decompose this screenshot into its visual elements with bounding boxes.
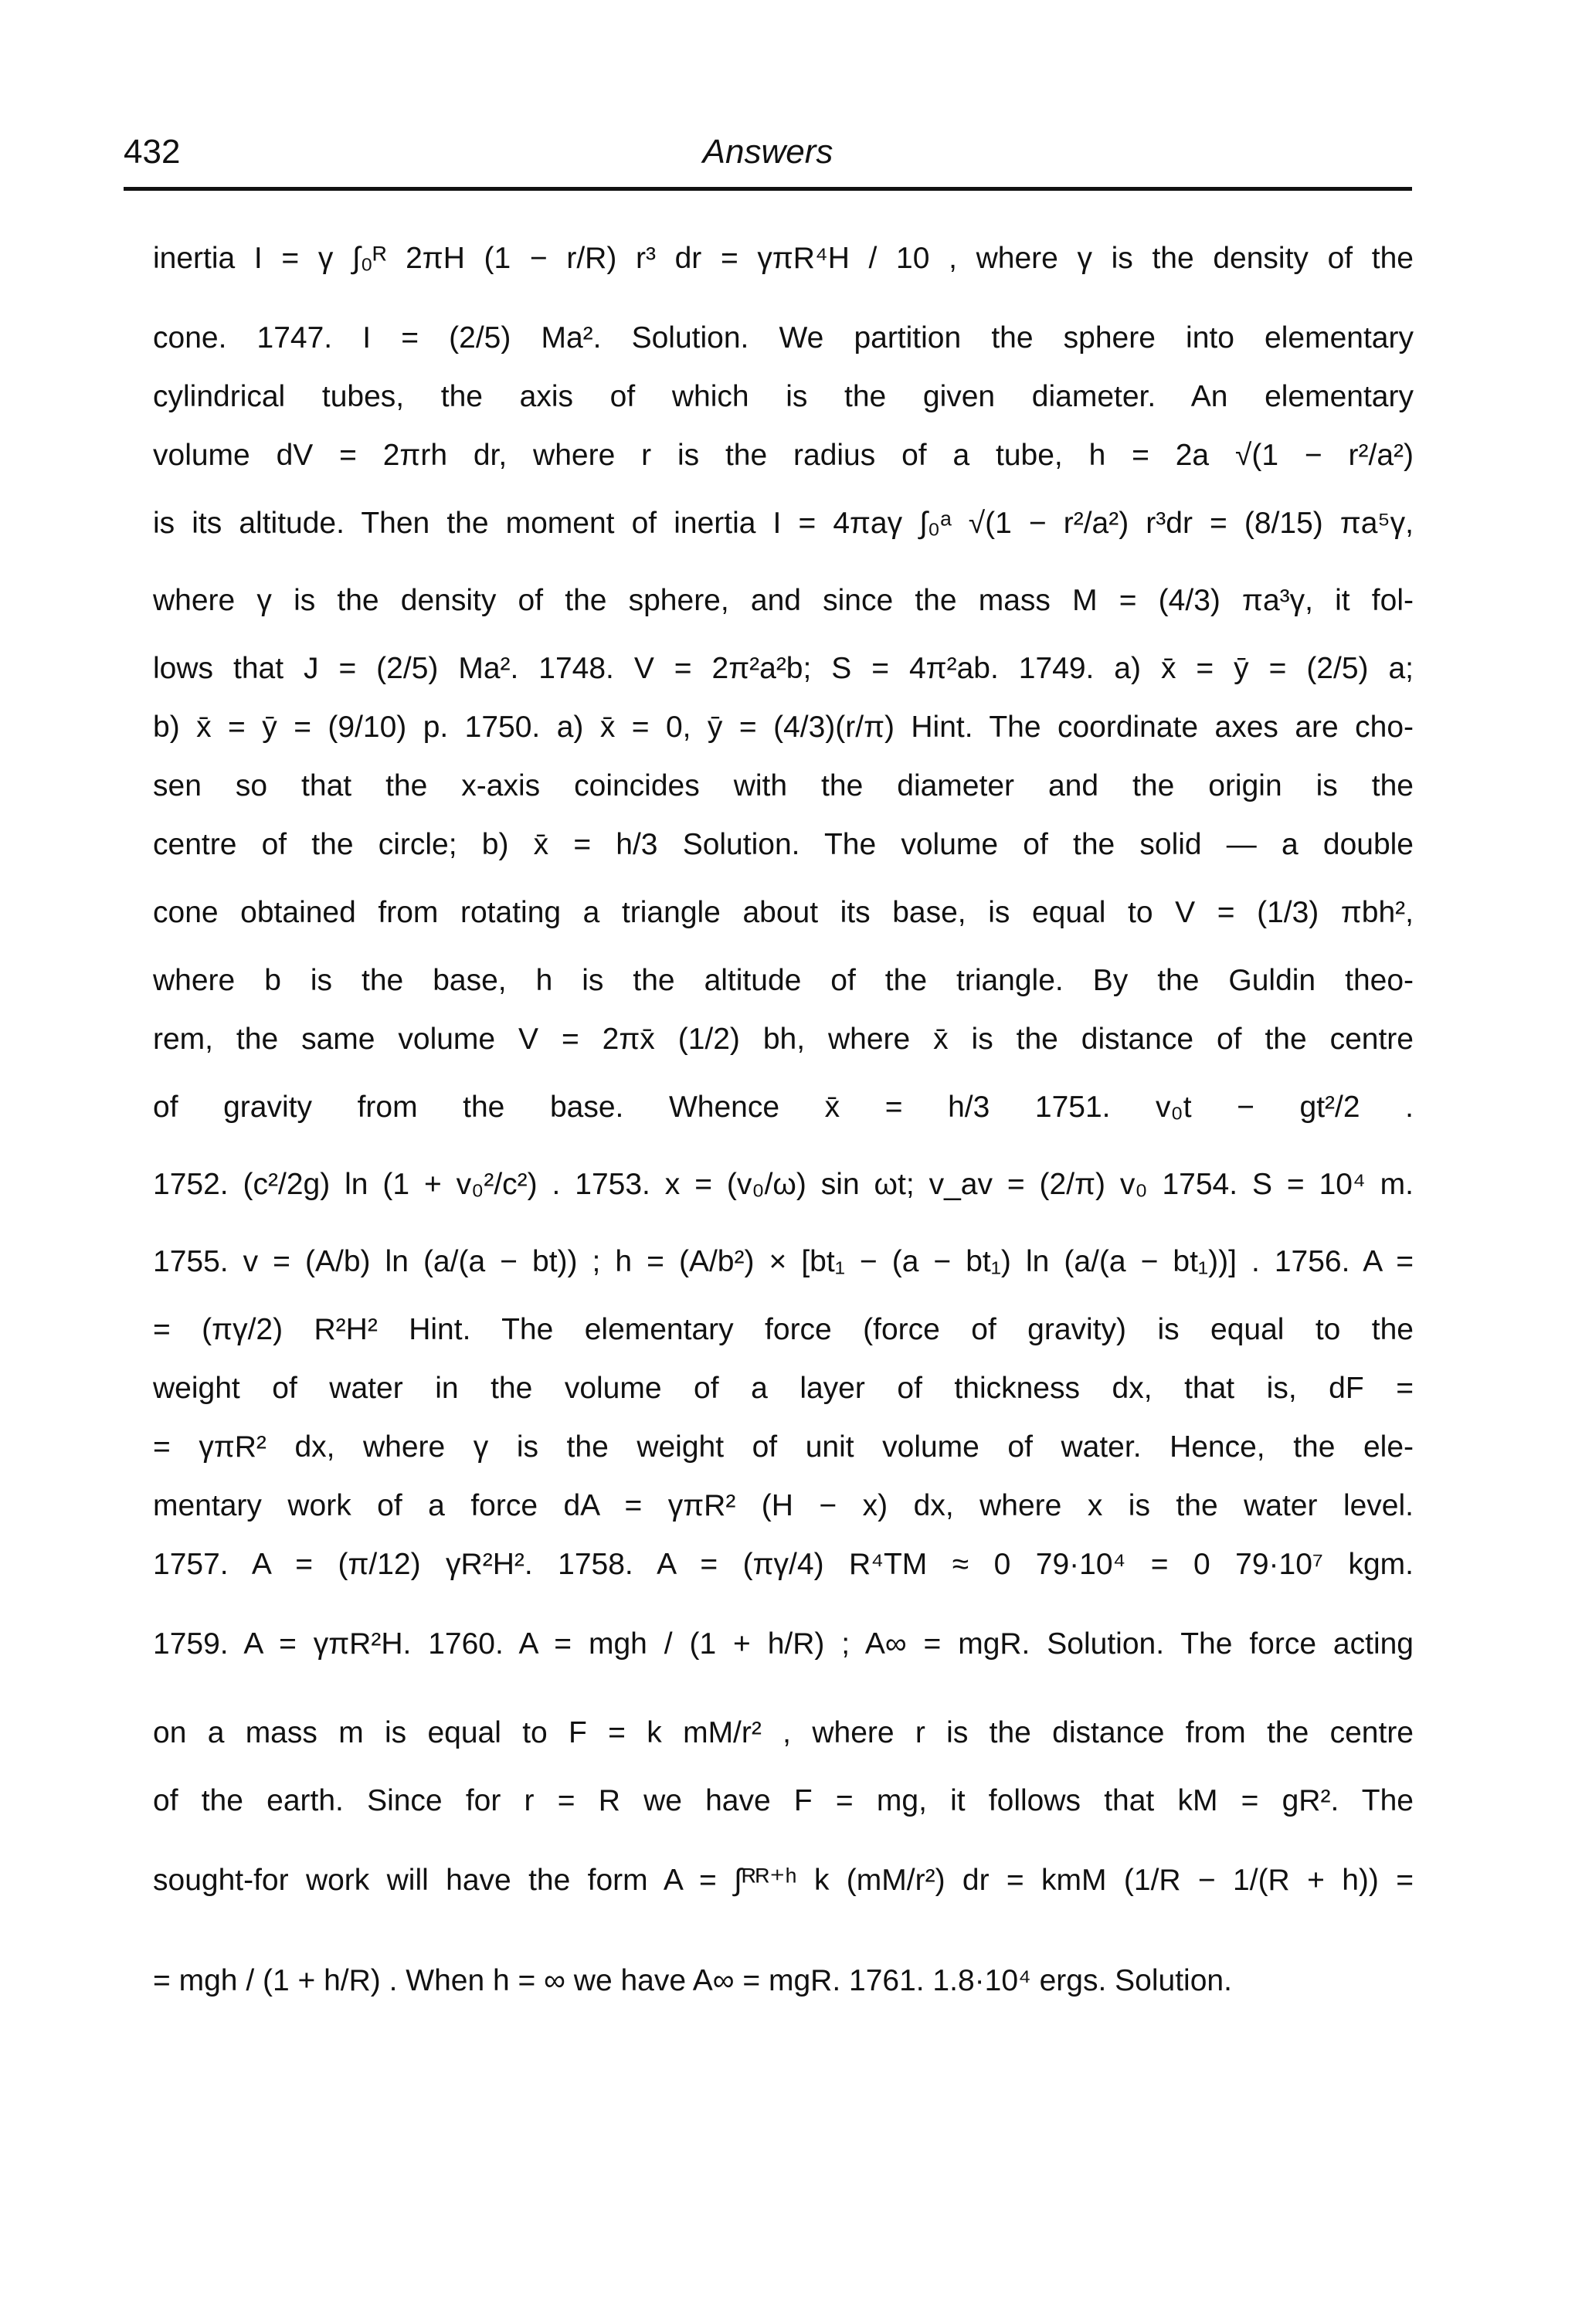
text-line: where γ is the density of the sphere, and since the mass M = (4/3) πa³γ, it fol- <box>153 584 1414 617</box>
text-line: lows that J = (2/5) Ma². 1748. V = 2π²a²b; S = 4π²ab. 1749. a) x̄ = ȳ = (2/5) a; <box>153 652 1414 685</box>
text-line: = mgh / (1 + h/R) . When h = ∞ we have A∞ = mgR. 1761. 1.8·10⁴ ergs. Solution. <box>153 1964 1232 1997</box>
text-line: volume dV = 2πrh dr, where r is the radius of a tube, h = 2a √(1 − r²/a²) <box>153 439 1414 472</box>
text-line: 1757. A = (π/12) γR²H². 1758. A = (πγ/4) R⁴TM ≈ 0 79·10⁴ = 0 79·10⁷ kgm. <box>153 1548 1414 1581</box>
text-line: on a mass m is equal to F = k mM/r² , where r is the distance from the centre <box>153 1716 1414 1749</box>
answers-body <box>153 209 1414 2031</box>
text-line: mentary work of a force dA = γπR² (H − x) dx, where x is the water level. <box>153 1489 1414 1522</box>
text-line: 1752. (c²/2g) ln (1 + v₀²/c²) . 1753. x = (v₀/ω) sin ωt; v_av = (2/π) v₀ 1754. S = 10⁴ m. <box>153 1168 1414 1201</box>
running-head: Answers <box>702 133 833 171</box>
text-line: weight of water in the volume of a layer of thickness dx, that is, dF = <box>153 1372 1414 1405</box>
text-line: of the earth. Since for r = R we have F = mg, it follows that kM = gR². The <box>153 1784 1414 1817</box>
text-line: rem, the same volume V = 2πx̄ (1/2) bh, where x̄ is the distance of the centre <box>153 1023 1414 1056</box>
page-number: 432 <box>124 133 181 171</box>
text-line: is its altitude. Then the moment of inertia I = 4πaγ ∫₀ᵃ √(1 − r²/a²) r³dr = (8/15) πa⁵γ, <box>153 507 1414 540</box>
text-line: 1759. A = γπR²H. 1760. A = mgh / (1 + h/R) ; A∞ = mgR. Solution. The force acting <box>153 1627 1414 1661</box>
text-line: cone. 1747. I = (2/5) Ma². Solution. We partition the sphere into elementary <box>153 321 1414 355</box>
text-line: b) x̄ = ȳ = (9/10) p. 1750. a) x̄ = 0, ȳ = (4/3)(r/π) Hint. The coordinate axes are cho- <box>153 711 1414 744</box>
text-line: where b is the base, h is the altitude of the triangle. By the Guldin theo- <box>153 964 1414 997</box>
text-line: cylindrical tubes, the axis of which is the given diameter. An elementary <box>153 380 1414 413</box>
text-line: centre of the circle; b) x̄ = h/3 Solution. The volume of the solid — a double <box>153 828 1414 861</box>
text-line: of gravity from the base. Whence x̄ = h/3 1751. v₀t − gt²/2 . <box>153 1091 1414 1124</box>
text-line: = γπR² dx, where γ is the weight of unit volume of water. Hence, the ele- <box>153 1430 1414 1464</box>
text-line: sought-for work will have the form A = ∫ᴿᴿ⁺ʰ k (mM/r²) dr = kmM (1/R − 1/(R + h)) = <box>153 1864 1414 1897</box>
text-line: = (πγ/2) R²H² Hint. The elementary force (force of gravity) is equal to the <box>153 1313 1414 1346</box>
text-line: cone obtained from rotating a triangle about its base, is equal to V = (1/3) πbh², <box>153 896 1414 929</box>
text-line: 1755. v = (A/b) ln (a/(a − bt)) ; h = (A/b²) × [bt₁ − (a − bt₁) ln (a/(a − bt₁))] . 1756. A = <box>153 1245 1414 1278</box>
text-line: inertia I = γ ∫₀ᴿ 2πH (1 − r/R) r³ dr = γπR⁴H / 10 , where γ is the density of the <box>153 242 1414 275</box>
text-line: sen so that the x-axis coincides with the diameter and the origin is the <box>153 769 1414 802</box>
page-header <box>124 130 1412 191</box>
